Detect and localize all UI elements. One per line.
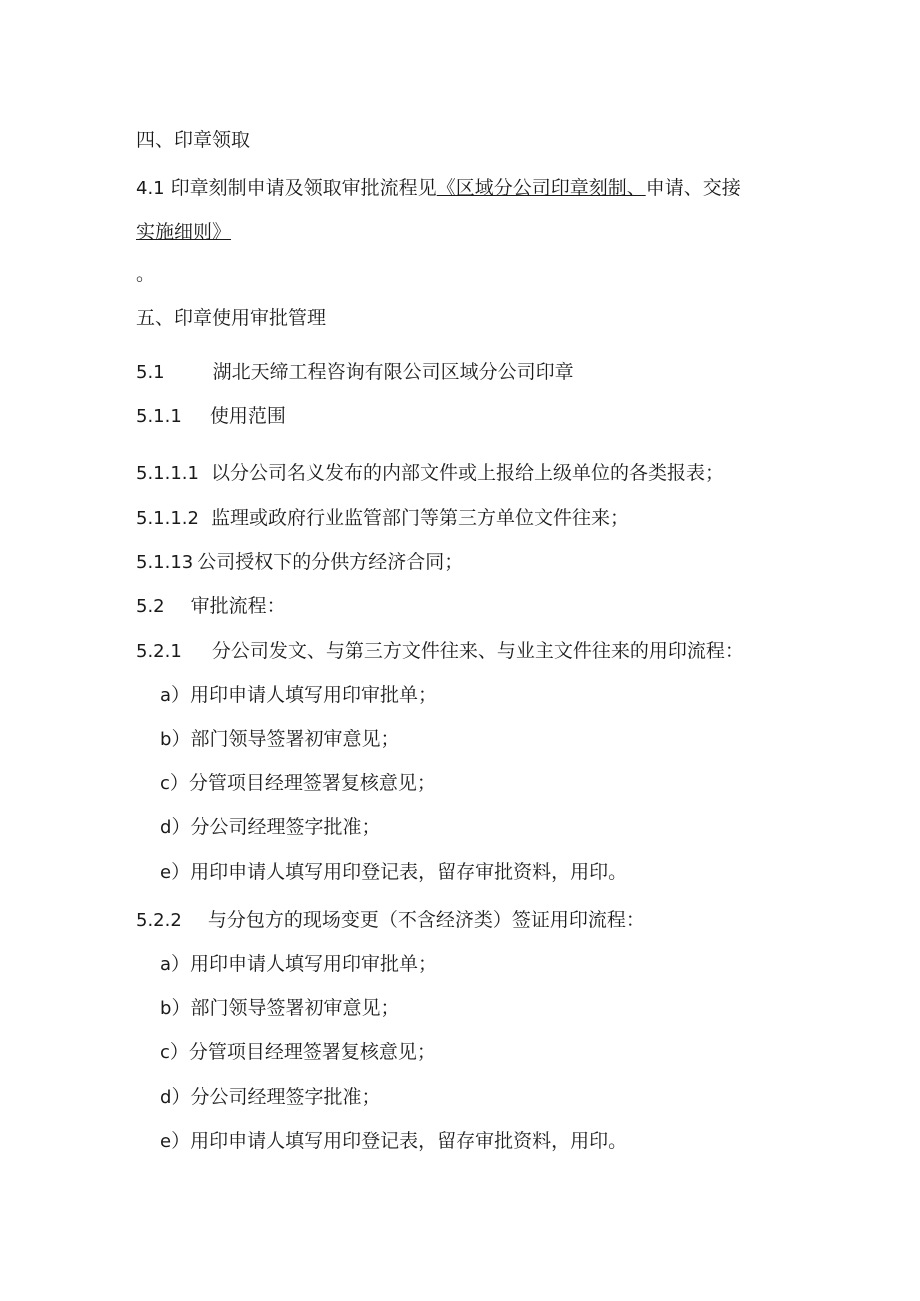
clause-number: 5.1.1.2 [136, 508, 199, 529]
clause-number: 5.1.1.1 [136, 463, 199, 484]
list-item [160, 815, 380, 840]
section-4-heading: 四、印章领取 [136, 129, 251, 151]
clause-text: 审批流程： [190, 595, 286, 617]
paragraph-4-1-continued [136, 220, 231, 244]
clause-5-1-1 [136, 404, 286, 429]
list-item [160, 771, 436, 796]
clause-number: 5.1.1 [136, 406, 182, 427]
document-reference-link[interactable]: 《区域分公司印章刻制、 [436, 177, 646, 199]
clause-5-1-13 [136, 550, 463, 575]
clause-text: 以分公司名义发布的内部文件或上报给上级单位的各类报表； [210, 462, 724, 484]
clause-number: 5.1 [136, 362, 165, 383]
clause-5-2-2 [136, 908, 645, 933]
clause-5-2-1 [136, 639, 744, 664]
clause-number: 5.2.1 [136, 641, 182, 662]
document-reference-link[interactable]: 实施细则》 [136, 221, 232, 243]
list-item-text: ）部门领导签署初审意见； [171, 997, 400, 1019]
clause-5-1-1-1 [136, 461, 724, 486]
paragraph-4-1 [136, 176, 741, 201]
list-item-letter: b [160, 729, 172, 750]
list-item-letter: e [160, 862, 172, 883]
list-item [160, 952, 437, 977]
clause-text: 湖北天缔工程咨询有限公司区域分公司印章 [212, 361, 574, 383]
list-item [160, 1129, 627, 1154]
list-item [160, 1040, 436, 1065]
clause-5-1 [136, 360, 574, 385]
clause-text: 分公司发文、与第三方文件往来、与业主文件往来的用印流程： [211, 640, 744, 662]
list-item-letter: a [160, 685, 172, 706]
clause-5-2 [136, 594, 286, 619]
clause-text: 监理或政府行业监管部门等第三方单位文件往来； [210, 507, 629, 529]
list-item-text: ）分公司经理签字批准； [171, 816, 381, 838]
list-item-letter: d [160, 1087, 172, 1108]
clause-5-1-1-2 [136, 506, 629, 531]
clause-number: 4.1 [136, 178, 165, 199]
list-item-letter: a [160, 954, 172, 975]
list-item [160, 683, 437, 708]
list-item-text: ）分公司经理签字批准； [171, 1086, 381, 1108]
list-item-text: ）用印申请人填写用印审批单； [171, 953, 438, 975]
paragraph-4-1-period: 。 [136, 263, 156, 285]
clause-number: 5.2 [136, 596, 165, 617]
list-item-text: ）分管项目经理签署复核意见； [169, 1041, 436, 1063]
list-item-letter: d [160, 817, 172, 838]
list-item-text: ）分管项目经理签署复核意见； [169, 772, 436, 794]
list-item [160, 1085, 380, 1110]
list-item-letter: e [160, 1131, 172, 1152]
clause-text: 使用范围 [209, 405, 286, 427]
clause-text: 与分包方的现场变更（不含经济类）签证用印流程： [207, 909, 645, 931]
list-item-text: ）用印申请人填写用印登记表，留存审批资料，用印。 [171, 1130, 628, 1152]
list-item [160, 860, 627, 885]
list-item [160, 727, 399, 752]
list-item-letter: b [160, 998, 172, 1019]
list-item [160, 996, 399, 1021]
clause-text: 公司授权下的分供方经济合同； [197, 551, 464, 573]
clause-number: 5.2.2 [136, 910, 182, 931]
section-5-heading: 五、印章使用审批管理 [136, 307, 327, 329]
list-item-letter: c [160, 773, 170, 794]
list-item-letter: c [160, 1042, 170, 1063]
clause-text: 申请、交接 [645, 177, 741, 199]
list-item-text: ）用印申请人填写用印登记表，留存审批资料，用印。 [171, 861, 628, 883]
list-item-text: ）部门领导签署初审意见； [171, 728, 400, 750]
clause-number: 5.1.13 [136, 552, 194, 573]
clause-text: 印章刻制申请及领取审批流程见 [164, 177, 437, 199]
list-item-text: ）用印申请人填写用印审批单； [171, 684, 438, 706]
